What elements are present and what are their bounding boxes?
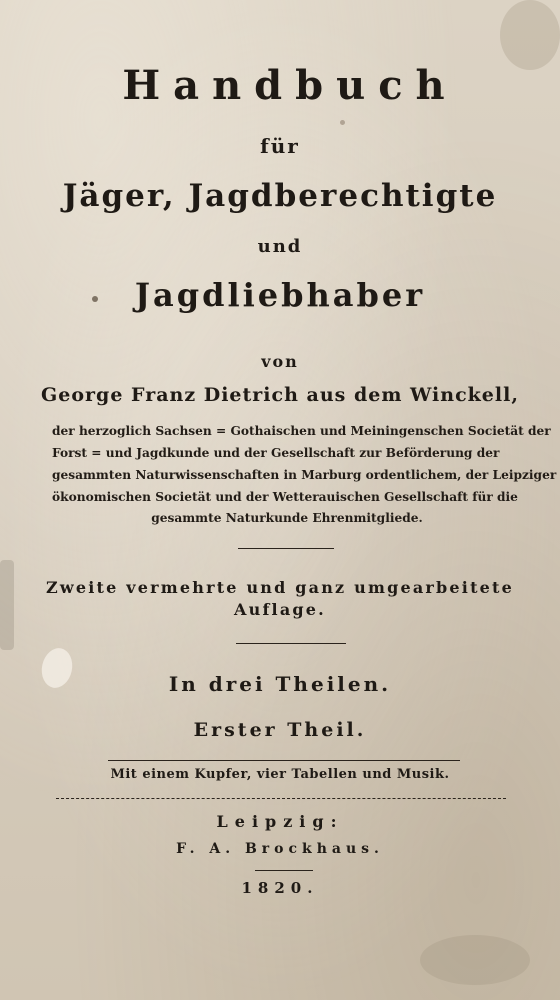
author-affiliation-line: ökonomischen Societät und der Wetterauischen Gesellschaft für die bbox=[52, 490, 518, 504]
author-affiliation-line: der herzoglich Sachsen = Gothaischen und Meiningenschen Societät der bbox=[52, 424, 551, 438]
title-connector-und: und bbox=[257, 236, 303, 257]
title-connector-fuer: für bbox=[260, 134, 300, 158]
paper-stain bbox=[420, 935, 530, 985]
author-affiliation-line: Forst = und Jagdkunde und der Gesellschaft zur Beförderung der bbox=[52, 446, 500, 460]
author-name: George Franz Dietrich aus dem Winckell, bbox=[41, 384, 519, 406]
author-affiliation-line: gesammte Naturkunde Ehrenmitgliede. bbox=[151, 511, 423, 525]
volume-count: In drei Theilen. bbox=[168, 672, 392, 696]
divider-rule bbox=[255, 870, 313, 871]
book-extras: Mit einem Kupfer, vier Tabellen und Musik. bbox=[110, 767, 450, 782]
author-connector-von: von bbox=[261, 352, 299, 371]
publication-city: Leipzig: bbox=[216, 812, 344, 831]
divider-rule-dashed bbox=[56, 798, 506, 799]
divider-rule bbox=[238, 548, 334, 549]
paper-stain bbox=[340, 120, 345, 125]
edition-line-1: Zweite vermehrte und ganz umgearbeitete bbox=[45, 578, 515, 597]
author-affiliation-line: gesammten Naturwissenschaften in Marburg ordentlichem, der Leipziger bbox=[52, 468, 557, 482]
divider-rule bbox=[108, 760, 460, 761]
publisher-name: F. A. Brockhaus. bbox=[176, 841, 384, 857]
edition-line-2: Auflage. bbox=[234, 600, 326, 619]
divider-rule bbox=[236, 643, 346, 644]
subtitle-line-2: Jagdliebhaber bbox=[134, 276, 426, 314]
publication-year: 1820. bbox=[241, 879, 319, 897]
volume-number: Erster Theil. bbox=[193, 719, 367, 741]
book-title: Handbuch bbox=[122, 62, 458, 109]
subtitle-line-1: Jäger, Jagdberechtigte bbox=[62, 178, 498, 214]
paper-stain bbox=[500, 0, 560, 70]
